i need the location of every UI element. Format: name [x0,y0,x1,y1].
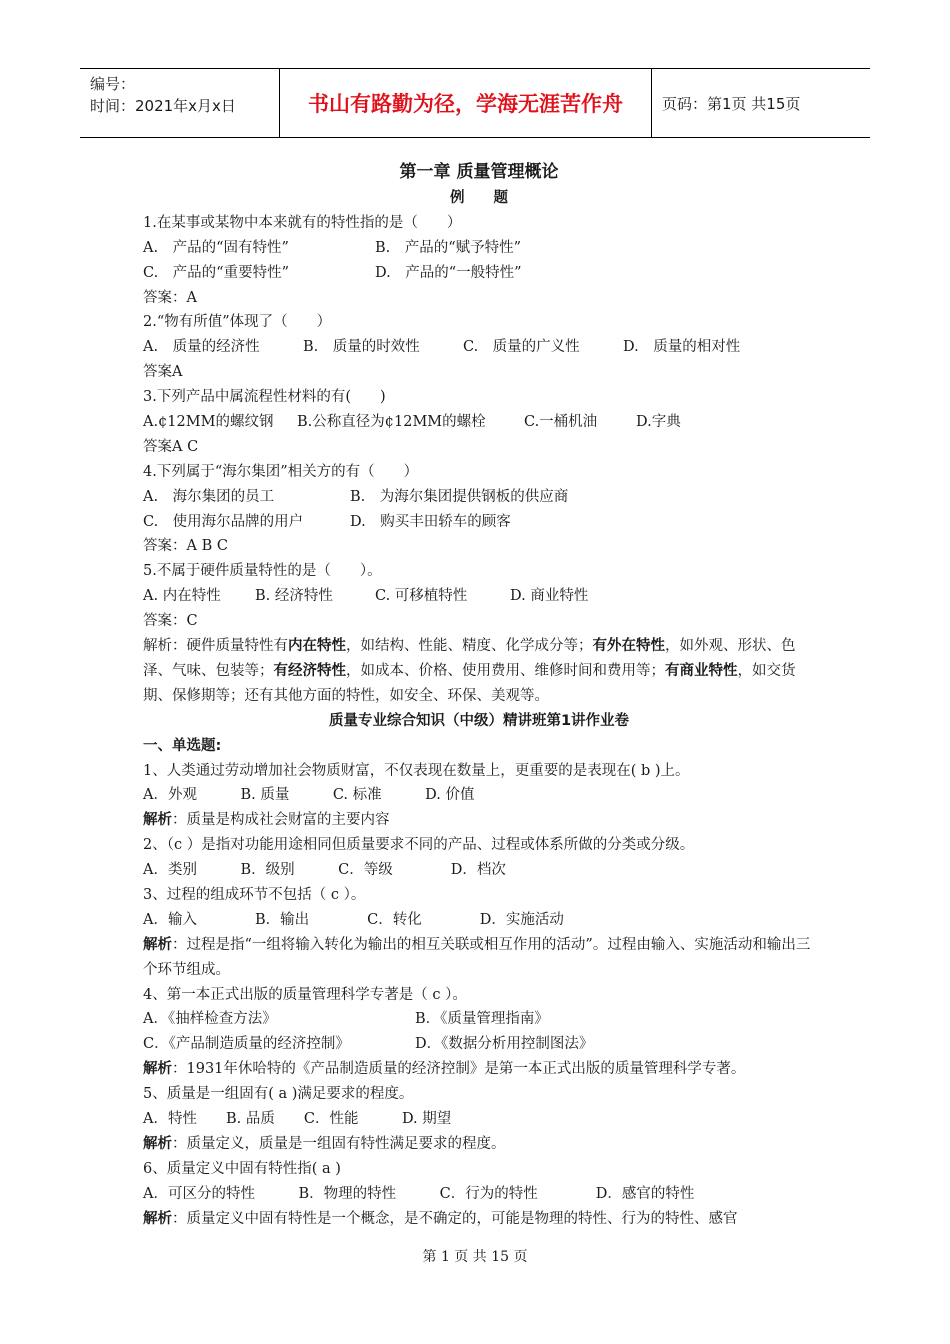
motto-text: 书山有路勤为径，学海无涯苦作舟 [308,92,623,116]
header-table [80,68,870,138]
homework-q5: 5、质量是一组固有( a )满足要求的程度。 [143,1086,414,1103]
option-a: A. 产品的“固有特性” [143,239,289,256]
homework-q3-options: A．输入 B．输出 C．转化 D．实施活动 [143,911,564,928]
option-d: D.字典 [636,414,681,431]
serial-label: 编号： [90,75,136,93]
explanation-label: 解析 [143,1210,172,1227]
date-label: 时间：2021年x月x日 [90,97,236,115]
homework-q4-options-cd [143,1032,815,1057]
option-b: B. 产品的“赋予特性” [375,239,522,256]
homework-q6-options: A．可区分的特性 B．物理的特性 C．行为的特性 D．感官的特性 [143,1185,695,1202]
homework-q4-explanation [143,1057,815,1082]
explanation-text: ，如结构、性能、精度、化学成分等； [346,638,593,655]
section-heading: 一、单选题: [143,737,222,754]
explanation-text: ，如交货期、保修期等；还有其他方面的特性，如安全、环保、美观等。 [143,662,796,704]
option-d: D. 商业特性 [510,588,589,605]
question-5: 5.不属于硬件质量特性的是（ ）。 [143,563,382,580]
answer-5: 答案：C [143,613,198,630]
question-4-options-cd [143,510,815,535]
option-d: D. 产品的“一般特性” [375,264,522,281]
homework-q5-explanation [143,1132,815,1157]
question-4-options-ab [143,485,815,510]
explanation-text: 解析：硬件质量特性有 [143,638,288,655]
explanation-label: 解析 [143,812,172,829]
option-c: C．《产品制造质量的经济控制》 [143,1036,350,1053]
option-c: C. 产品的“重要特性” [143,264,290,281]
option-b: B．《质量管理指南》 [415,1011,549,1028]
question-2-options [143,335,815,360]
question-1-options-cd [143,261,815,286]
explanation-emphasis: 有经济特性 [273,662,346,679]
explanation-label: 解析 [143,1061,172,1078]
explanation-text: ：质量是构成社会财富的主要内容 [172,812,390,829]
header-page-cell [652,69,870,137]
explanation-text: ，如外观、形状、色泽、气味、包装等； [143,638,796,679]
homework-q6-explanation [143,1207,815,1232]
homework-q6: 6、质量定义中固有特性指( a ) [143,1160,341,1177]
chapter-title: 第一章 质量管理概论 [399,162,559,182]
option-b: B.公称直径为¢12MM的螺栓 [297,414,486,431]
explanation-text: ：质量定义中固有特性是一个概念，是不确定的，可能是物理的特性、行为的特性、感官 [172,1210,738,1227]
homework-q1-options: A．外观 B. 质量 C. 标准 D. 价值 [143,787,475,804]
explanation-text: ，如成本、价格、使用费用、维修时间和费用等； [346,662,665,679]
explanation-emphasis: 内在特性 [288,638,346,655]
option-d: D. 质量的相对性 [623,339,741,356]
option-d: D．《数据分析用控制图法》 [415,1036,594,1053]
explanation-text: ：质量定义，质量是一组固有特性满足要求的程度。 [172,1135,506,1152]
answer-4: 答案：A B C [143,538,228,555]
homework-q1-explanation [143,808,815,833]
option-b: B. 为海尔集团提供钢板的供应商 [350,488,569,505]
option-c: C. 质量的广义性 [463,339,580,356]
header-info-cell [80,69,280,137]
option-a: A. 质量的经济性 [143,339,260,356]
option-b: B. 质量的时效性 [303,339,420,356]
explanation-emphasis: 有商业特性 [665,662,738,679]
page-indicator: 页码：第1页 共15页 [662,94,801,113]
homework-q4-options-ab [143,1007,815,1032]
section-subtitle: 例 题 [450,190,508,206]
homework-q2-options: A．类别 B．级别 C．等级 D．档次 [143,862,506,879]
question-1: 1.在某事或某物中本来就有的特性指的是（ ） [143,214,462,231]
explanation-text: ：1931年休哈特的《产品制造质量的经济控制》是第一本正式出版的质量管理科学专著。 [172,1061,746,1078]
option-c: C.一桶机油 [524,414,598,431]
document-body [143,158,815,1231]
question-1-options-ab [143,236,815,261]
explanation-label: 解析 [143,1135,172,1152]
homework-q3-explanation [143,933,815,983]
homework-q1: 1、人类通过劳动增加社会物质财富，不仅表现在数量上，更重要的是表现在( b )上。 [143,762,690,779]
page-footer: 第 1 页 共 15 页 [422,1249,528,1265]
header-motto-cell [280,69,652,137]
homework-q4: 4、第一本正式出版的质量管理科学专著是（ c ）。 [143,986,467,1003]
question-3: 3.下列产品中属流程性材料的有( ) [143,389,386,406]
homework-q2: 2、（c ）是指对功能用途相同但质量要求不同的产品、过程或体系所做的分类或分级。 [143,837,695,854]
question-4: 4.下列属于“海尔集团”相关方的有（ ） [143,463,419,480]
answer-2: 答案A [143,364,183,381]
question-2: 2.“物有所值”体现了（ ） [143,314,332,331]
answer-3: 答案A C [143,438,199,455]
option-a: A. 内在特性 [143,588,221,605]
option-a: A. 海尔集团的员工 [143,488,275,505]
answer-1: 答案：A [143,289,197,306]
option-d: D. 购买丰田轿车的顾客 [350,513,511,530]
homework-title: 质量专业综合知识（中级）精讲班第1讲作业卷 [328,712,630,729]
option-c: C. 可移植特性 [375,588,468,605]
explanation-emphasis: 有外在特性 [592,638,665,655]
homework-q5-options: A．特性 B. 品质 C．性能 D. 期望 [143,1111,452,1128]
option-b: B. 经济特性 [255,588,333,605]
option-a: A．《抽样检查方法》 [143,1011,277,1028]
option-c: C. 使用海尔品牌的用户 [143,513,304,530]
homework-q3: 3、过程的组成环节不包括（ c ）。 [143,886,366,903]
option-a: A.¢12MM的螺纹钢 [143,414,274,431]
question-5-options [143,584,815,609]
explanation-text: ：过程是指“一组将输入转化为输出的相互关联或相互作用的活动”。过程由输入、实施活动和输出三个环节组成。 [143,936,811,978]
explanation-5 [143,634,815,709]
question-3-options [143,410,815,435]
explanation-label: 解析 [143,936,172,953]
